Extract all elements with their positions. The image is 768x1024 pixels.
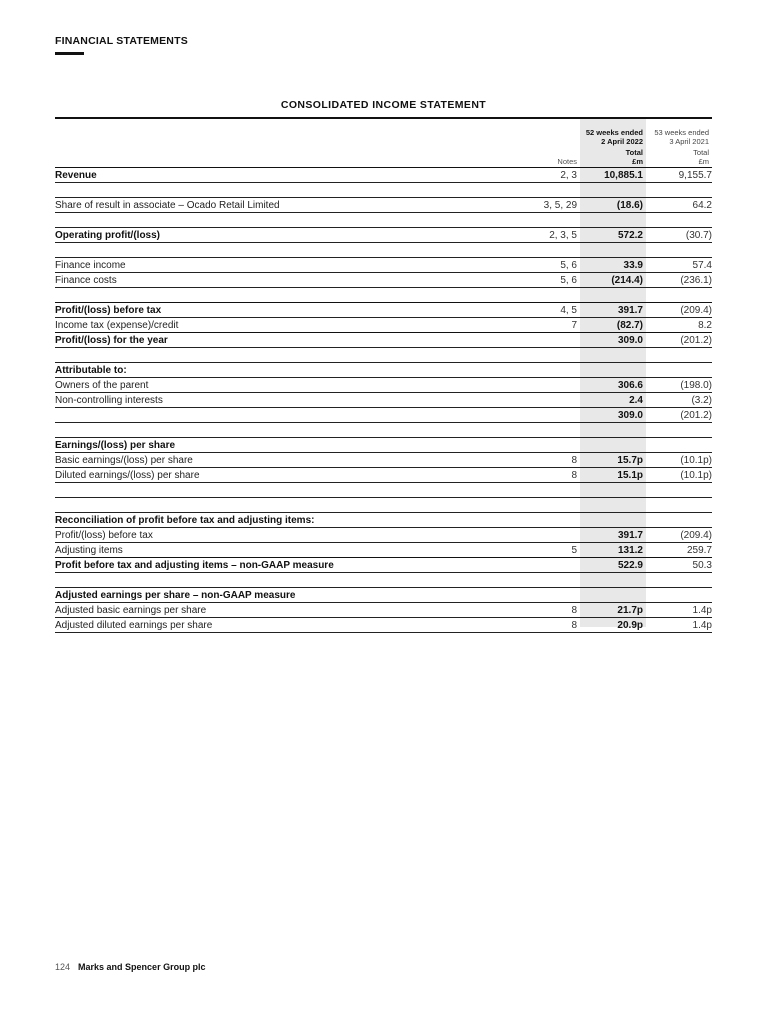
table-row <box>55 228 712 243</box>
row-value-2022 <box>580 363 646 378</box>
row-notes: 5 <box>530 543 580 558</box>
row-notes: 4, 5 <box>530 303 580 318</box>
row-label: Income tax (expense)/credit <box>55 318 530 333</box>
table-row <box>55 573 712 588</box>
row-value-2022: 309.0 <box>580 408 646 423</box>
row-label <box>55 213 530 228</box>
notes-header: Notes <box>557 157 577 166</box>
company-name: Marks and Spencer Group plc <box>78 962 206 972</box>
row-notes: 2, 3 <box>530 168 580 183</box>
table-row <box>55 543 712 558</box>
row-value-2021 <box>646 213 712 228</box>
row-value-2021: (10.1p) <box>646 453 712 468</box>
row-value-2022 <box>580 183 646 198</box>
row-notes <box>530 528 580 543</box>
table-row <box>55 408 712 423</box>
row-value-2022: 10,885.1 <box>580 168 646 183</box>
row-value-2021 <box>646 483 712 498</box>
row-label: Operating profit/(loss) <box>55 228 530 243</box>
row-value-2021: (201.2) <box>646 333 712 348</box>
row-value-2022: 572.2 <box>580 228 646 243</box>
row-notes <box>530 423 580 438</box>
current-total-label: Total <box>625 148 643 157</box>
row-value-2021 <box>646 243 712 258</box>
row-value-2022 <box>580 213 646 228</box>
row-notes <box>530 483 580 498</box>
row-notes <box>530 558 580 573</box>
section-rule <box>55 52 84 55</box>
row-value-2021: 1.4p <box>646 618 712 633</box>
row-label: Profit before tax and adjusting items – non-GAAP measure <box>55 558 530 573</box>
table-row <box>55 198 712 213</box>
row-value-2022 <box>580 423 646 438</box>
row-notes: 7 <box>530 318 580 333</box>
row-label <box>55 243 530 258</box>
table-row <box>55 483 712 498</box>
row-value-2021 <box>646 183 712 198</box>
table-row <box>55 258 712 273</box>
row-value-2022 <box>580 513 646 528</box>
table-row <box>55 618 712 633</box>
table-row <box>55 303 712 318</box>
row-value-2021: 50.3 <box>646 558 712 573</box>
row-value-2021: 57.4 <box>646 258 712 273</box>
prior-unit-label: £m <box>698 157 709 166</box>
row-value-2021 <box>646 423 712 438</box>
row-label <box>55 483 530 498</box>
table-row <box>55 558 712 573</box>
row-value-2021 <box>646 288 712 303</box>
row-value-2022: 131.2 <box>580 543 646 558</box>
table-row <box>55 288 712 303</box>
row-notes: 8 <box>530 618 580 633</box>
row-value-2021: 1.4p <box>646 603 712 618</box>
row-notes <box>530 183 580 198</box>
row-value-2021 <box>646 438 712 453</box>
row-label: Profit/(loss) before tax <box>55 303 530 318</box>
row-label: Revenue <box>55 168 530 183</box>
row-value-2021 <box>646 498 712 513</box>
row-value-2022 <box>580 498 646 513</box>
row-value-2022: 391.7 <box>580 528 646 543</box>
row-label: Profit/(loss) for the year <box>55 333 530 348</box>
row-label <box>55 498 530 513</box>
row-label <box>55 573 530 588</box>
row-value-2022 <box>580 483 646 498</box>
row-value-2021: (30.7) <box>646 228 712 243</box>
table-row <box>55 423 712 438</box>
row-notes: 8 <box>530 453 580 468</box>
row-notes <box>530 588 580 603</box>
table-row <box>55 498 712 513</box>
income-statement-table <box>55 167 712 633</box>
row-label: Diluted earnings/(loss) per share <box>55 468 530 483</box>
row-value-2022: 309.0 <box>580 333 646 348</box>
row-label: Adjusted basic earnings per share <box>55 603 530 618</box>
row-label: Adjusted diluted earnings per share <box>55 618 530 633</box>
table-row <box>55 243 712 258</box>
row-notes: 5, 6 <box>530 273 580 288</box>
row-label: Reconciliation of profit before tax and adjusting items: <box>55 513 530 528</box>
table-row <box>55 453 712 468</box>
row-value-2022: 21.7p <box>580 603 646 618</box>
row-value-2021: (209.4) <box>646 528 712 543</box>
table-row <box>55 393 712 408</box>
table-row <box>55 588 712 603</box>
table-row <box>55 318 712 333</box>
row-value-2021: 9,155.7 <box>646 168 712 183</box>
row-label <box>55 183 530 198</box>
row-value-2022: 522.9 <box>580 558 646 573</box>
row-notes <box>530 213 580 228</box>
row-value-2022: 20.9p <box>580 618 646 633</box>
current-unit-label: £m <box>632 157 643 166</box>
prior-period-label: 53 weeks ended <box>654 128 709 137</box>
row-value-2021: 259.7 <box>646 543 712 558</box>
row-notes <box>530 378 580 393</box>
row-label: Owners of the parent <box>55 378 530 393</box>
row-label: Earnings/(loss) per share <box>55 438 530 453</box>
row-notes <box>530 348 580 363</box>
current-period-date: 2 April 2022 <box>601 137 643 146</box>
row-notes: 3, 5, 29 <box>530 198 580 213</box>
table-row <box>55 273 712 288</box>
page-number: 124 <box>55 962 71 972</box>
row-value-2021: (198.0) <box>646 378 712 393</box>
current-period-label: 52 weeks ended <box>585 128 643 137</box>
row-notes <box>530 393 580 408</box>
table-row <box>55 183 712 198</box>
row-label: Attributable to: <box>55 363 530 378</box>
row-notes <box>530 333 580 348</box>
row-value-2022: 2.4 <box>580 393 646 408</box>
page-footer <box>55 962 206 972</box>
prior-total-label: Total <box>693 148 709 157</box>
table-row <box>55 378 712 393</box>
row-notes: 5, 6 <box>530 258 580 273</box>
row-value-2021 <box>646 588 712 603</box>
table-row <box>55 363 712 378</box>
row-notes <box>530 363 580 378</box>
row-label: Adjusting items <box>55 543 530 558</box>
table-row <box>55 528 712 543</box>
row-value-2022 <box>580 438 646 453</box>
row-notes <box>530 408 580 423</box>
row-label <box>55 408 530 423</box>
row-value-2022 <box>580 288 646 303</box>
table-row <box>55 603 712 618</box>
row-value-2021 <box>646 363 712 378</box>
row-notes <box>530 438 580 453</box>
row-label <box>55 288 530 303</box>
row-value-2021 <box>646 348 712 363</box>
prior-period-date: 3 April 2021 <box>669 137 709 146</box>
row-notes <box>530 288 580 303</box>
row-label: Basic earnings/(loss) per share <box>55 453 530 468</box>
row-label <box>55 348 530 363</box>
row-notes: 8 <box>530 468 580 483</box>
row-label: Profit/(loss) before tax <box>55 528 530 543</box>
row-value-2021: (3.2) <box>646 393 712 408</box>
table-row <box>55 513 712 528</box>
row-value-2022: (82.7) <box>580 318 646 333</box>
row-value-2021: (10.1p) <box>646 468 712 483</box>
row-notes <box>530 513 580 528</box>
row-value-2022 <box>580 348 646 363</box>
row-label: Non-controlling interests <box>55 393 530 408</box>
row-value-2021: (209.4) <box>646 303 712 318</box>
section-label: FINANCIAL STATEMENTS <box>55 35 188 47</box>
row-label <box>55 423 530 438</box>
row-value-2021: (201.2) <box>646 408 712 423</box>
table-row <box>55 438 712 453</box>
row-value-2022: (214.4) <box>580 273 646 288</box>
row-value-2022 <box>580 588 646 603</box>
table-row <box>55 333 712 348</box>
table-row <box>55 168 712 183</box>
row-value-2022: 391.7 <box>580 303 646 318</box>
row-label: Finance income <box>55 258 530 273</box>
table-row <box>55 468 712 483</box>
row-value-2021 <box>646 513 712 528</box>
table-row <box>55 348 712 363</box>
statement-title: CONSOLIDATED INCOME STATEMENT <box>280 99 487 111</box>
row-label: Share of result in associate – Ocado Retail Limited <box>55 198 530 213</box>
table-row <box>55 213 712 228</box>
row-value-2022: 306.6 <box>580 378 646 393</box>
row-value-2021 <box>646 573 712 588</box>
row-label: Adjusted earnings per share – non-GAAP measure <box>55 588 530 603</box>
row-notes: 8 <box>530 603 580 618</box>
row-value-2022 <box>580 243 646 258</box>
row-value-2022 <box>580 573 646 588</box>
row-label: Finance costs <box>55 273 530 288</box>
row-notes: 2, 3, 5 <box>530 228 580 243</box>
row-value-2022: 33.9 <box>580 258 646 273</box>
row-value-2021: 8.2 <box>646 318 712 333</box>
row-notes <box>530 498 580 513</box>
row-notes <box>530 243 580 258</box>
row-value-2021: (236.1) <box>646 273 712 288</box>
row-notes <box>530 573 580 588</box>
row-value-2022: 15.1p <box>580 468 646 483</box>
row-value-2021: 64.2 <box>646 198 712 213</box>
row-value-2022: (18.6) <box>580 198 646 213</box>
row-value-2022: 15.7p <box>580 453 646 468</box>
